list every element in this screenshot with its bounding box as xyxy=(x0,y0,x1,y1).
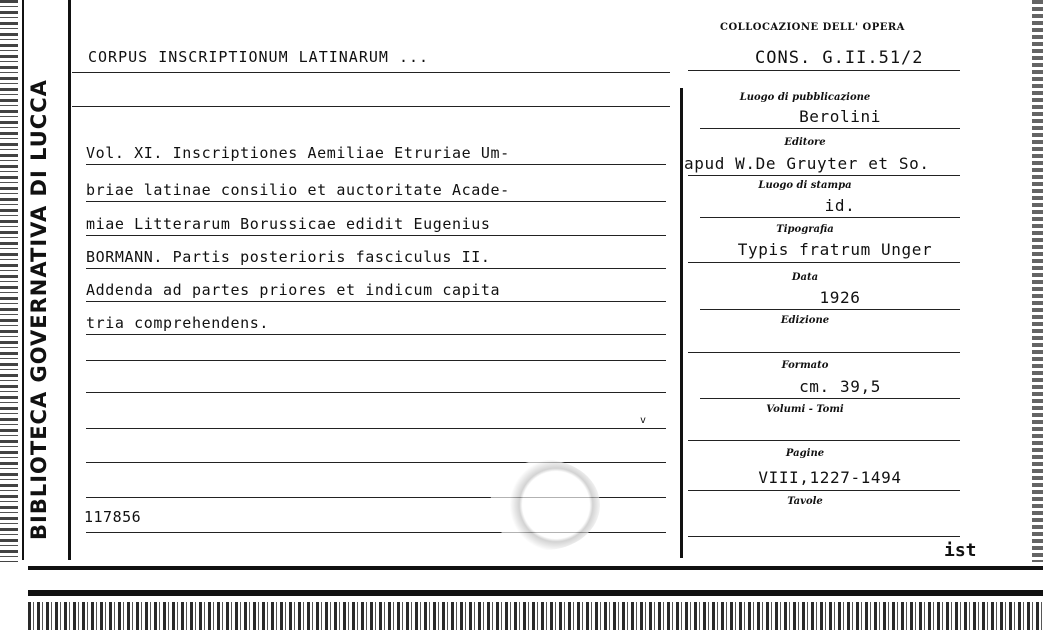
card-margin-line xyxy=(68,0,71,560)
date-label: Data xyxy=(791,272,819,283)
print-place-label: Luogo di stampa xyxy=(758,180,852,191)
scan-bottom-line xyxy=(28,590,1043,596)
scan-edge-right xyxy=(1032,0,1043,630)
format-label: Formato xyxy=(781,360,829,371)
field-rule xyxy=(688,536,960,537)
field-rule xyxy=(700,398,960,399)
shelfmark: CONS. G.II.51/2 xyxy=(755,48,924,68)
volumes-label: Volumi - Tomi xyxy=(766,404,844,415)
date-value: 1926 xyxy=(819,288,861,307)
inventory-number: 117856 xyxy=(84,508,142,526)
field-rule xyxy=(700,309,960,310)
field-rule xyxy=(688,352,960,353)
description-line-6: tria comprehendens. xyxy=(86,314,269,332)
work-title: CORPUS INSCRIPTIONUM LATINARUM ... xyxy=(88,48,430,66)
handwritten-mark: ist xyxy=(944,540,977,561)
ruled-line xyxy=(72,106,670,107)
edition-label: Edizione xyxy=(780,315,830,326)
ruled-line xyxy=(86,235,666,236)
field-rule xyxy=(688,490,960,491)
ruled-line xyxy=(86,334,666,335)
scan-bottom-line xyxy=(28,566,1043,570)
collocation-label: COLLOCAZIONE DELL' OPERA xyxy=(720,22,905,33)
publisher-value: apud W.De Gruyter et So. xyxy=(684,154,930,173)
place-value: Berolini xyxy=(799,107,881,126)
library-stamp xyxy=(0,0,51,560)
publisher-label: Editore xyxy=(784,137,826,148)
pages-value: VIII,1227-1494 xyxy=(758,468,902,487)
ruled-line xyxy=(86,428,666,429)
printer-label: Tipografia xyxy=(776,224,834,235)
ruled-line xyxy=(86,201,666,202)
field-rule xyxy=(700,128,960,129)
margin-mark: v xyxy=(640,415,647,426)
description-line-3: miae Litterarum Borussicae edidit Eugenius xyxy=(86,215,491,233)
description-line-5: Addenda ad partes priores et indicum capita xyxy=(86,281,501,299)
shelfmark-rule xyxy=(688,70,960,71)
library-stamp-text: BIBLIOTECA GOVERNATIVA DI LUCCA xyxy=(27,79,51,540)
title-rule xyxy=(72,72,670,73)
place-label: Luogo di pubblicazione xyxy=(739,92,871,103)
field-rule xyxy=(688,175,960,176)
field-rule xyxy=(688,262,960,263)
description-line-2: briae latinae consilio et auctoritate Acade- xyxy=(86,181,510,199)
paper-smudge xyxy=(490,460,600,550)
ruled-line xyxy=(86,462,666,463)
description-line-1: Vol. XI. Inscriptiones Aemiliae Etruriae Um- xyxy=(86,144,510,162)
scan-bottom-noise xyxy=(28,602,1043,630)
printer-value: Typis fratrum Unger xyxy=(737,240,933,259)
print-place-value: id. xyxy=(824,196,856,215)
ruled-line xyxy=(86,268,666,269)
description-line-4: BORMANN. Partis posterioris fasciculus II. xyxy=(86,248,491,266)
ruled-line xyxy=(86,164,666,165)
format-value: cm. 39,5 xyxy=(799,377,881,396)
ruled-line xyxy=(86,360,666,361)
ruled-line xyxy=(86,301,666,302)
plates-label: Tavole xyxy=(787,496,823,507)
field-rule xyxy=(700,217,960,218)
pages-label: Pagine xyxy=(785,448,825,459)
field-rule xyxy=(688,440,960,441)
ruled-line xyxy=(86,392,666,393)
